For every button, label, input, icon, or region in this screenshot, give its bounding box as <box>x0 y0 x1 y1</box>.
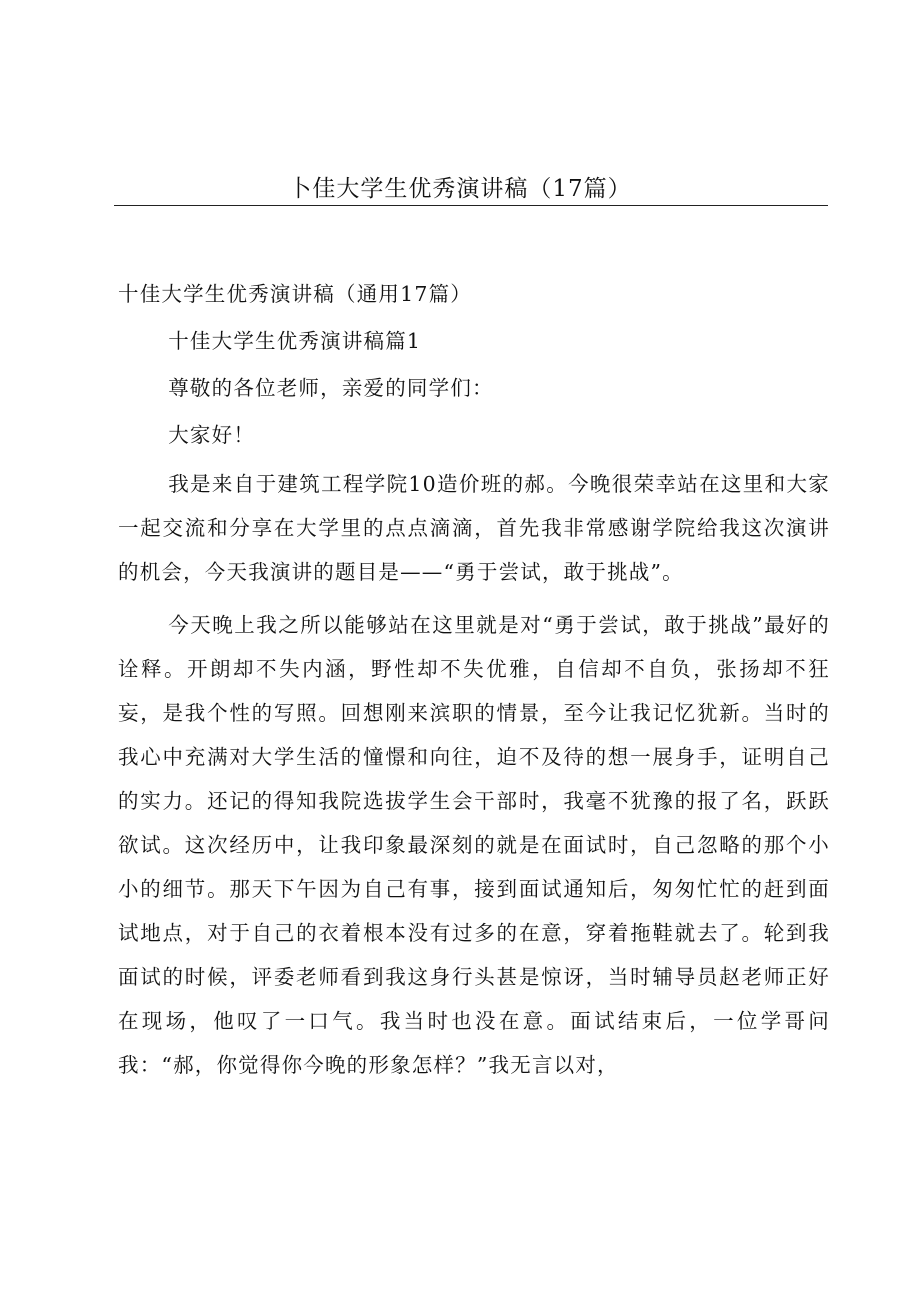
document-title: 卜佳大学生优秀演讲稿（17篇） <box>288 176 632 202</box>
section-title: 十佳大学生优秀演讲稿篇1 <box>168 329 422 353</box>
paragraph-2: 今天晚上我之所以能够站在这里就是对“勇于尝试，敢于挑战”最好的诠释。开朗却不失内涵，野性却不失优雅，自信却不自负，张扬却不狂妄，是我个性的写照。回想刚来滨职的情景，至今让我记忆犹新。当时的我心中充满对大学生活的憧憬和向往，迫不及待的想一展身手，证明自己的实力。还记的得知我院选拔学生会干部时，我毫不犹豫的报了名，跃跃欲试。这次经历中，让我印象最深刻的就是在面试时，自己忽略的那个小小的细节。那天下午因为自己有事，接到面试通知后，匆匆忙忙的赶到面试地点，对于自己的衣着根本没有过多的在意，穿着拖鞋就去了。轮到我面试的时候，评委老师看到我这身行头甚是惊讶，当时辅导员赵老师正好在现场，他叹了一口气。我当时也没在意。面试结束后，一位学哥问我：“郝，你觉得你今晚的形象怎样？”我无言以对， <box>118 613 830 1077</box>
title-underline <box>114 205 828 206</box>
paragraph-1: 我是来自于建筑工程学院10造价班的郝。今晚很荣幸站在这里和大家一起交流和分享在大学里的点点滴滴，首先我非常感谢学院给我这次演讲的机会，今天我演讲的题目是——“勇于尝试，敢于挑战”。 <box>118 472 830 584</box>
greeting: 大家好！ <box>168 423 256 447</box>
document-body <box>118 276 830 1098</box>
salutation: 尊敬的各位老师，亲爱的同学们： <box>168 376 494 400</box>
document-heading: 十佳大学生优秀演讲稿（通用17篇） <box>118 282 472 306</box>
